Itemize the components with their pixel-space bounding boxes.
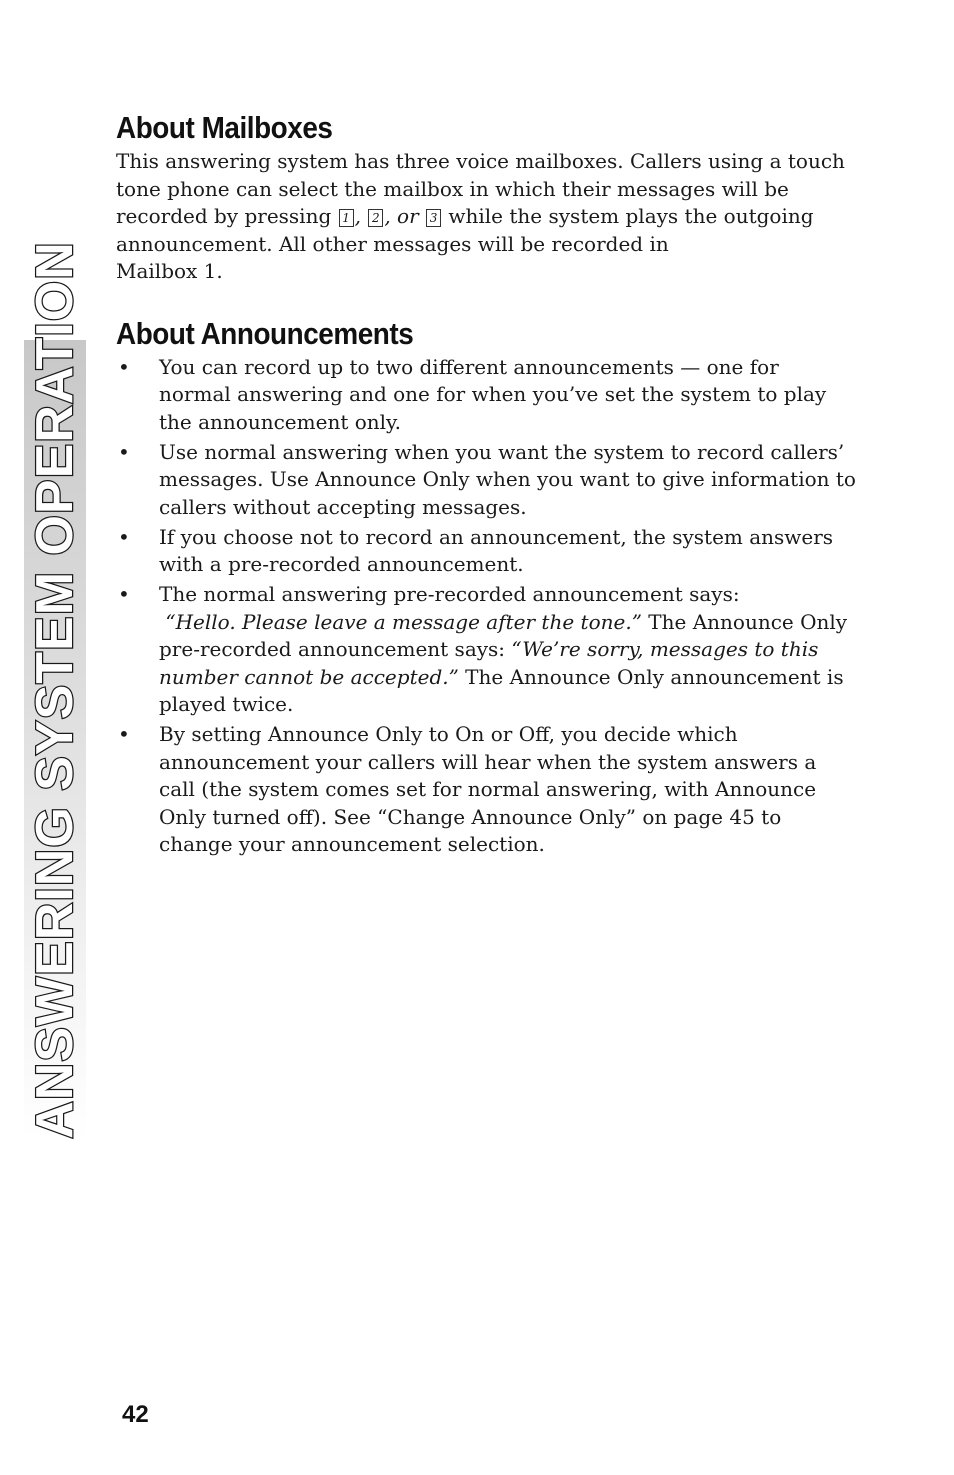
list-item bbox=[116, 581, 856, 719]
quote-text: “We’re sorry, messages to this number cannot be accepted.” bbox=[159, 637, 819, 689]
list-item bbox=[116, 524, 856, 579]
list-item-text: You can record up to two different announcements — one for normal answering and one for when you’ve set the system to play the announcement only. bbox=[159, 354, 827, 434]
mailboxes-text: while the system plays the outgoing announcement. All other messages will be recorded in bbox=[116, 204, 814, 256]
mailboxes-paragraph bbox=[116, 148, 856, 286]
list-item-text: Use normal answering when you want the system to record callers’ messages. Use Announce Only when you want to give information to callers without accepting messages. bbox=[159, 439, 856, 519]
list-item-text: The Announce Only pre-recorded announcement says: bbox=[159, 609, 848, 661]
mailboxes-section bbox=[116, 108, 856, 286]
page-content bbox=[116, 108, 856, 861]
key-separator: , bbox=[354, 204, 368, 228]
list-item bbox=[116, 354, 856, 437]
list-item bbox=[116, 439, 856, 522]
bullet: • bbox=[118, 354, 130, 379]
mailboxes-text: This answering system has three voice mailboxes. Callers using a touch tone phone can select the mailbox in which their messages will be recorded by pressing bbox=[116, 149, 845, 228]
section-side-tab-label: ANSWERING SYSTEM OPERATION bbox=[26, 241, 84, 1139]
key-2-icon: 2 bbox=[368, 209, 383, 227]
key-1-icon: 1 bbox=[339, 209, 354, 227]
key-separator: , or bbox=[384, 204, 426, 228]
announcements-list bbox=[116, 354, 856, 859]
page-number: 42 bbox=[122, 1401, 149, 1428]
quote-text: “Hello. Please leave a message after the tone.” bbox=[165, 609, 642, 634]
announcements-heading: About Announcements bbox=[116, 315, 414, 351]
mailboxes-text: Mailbox 1. bbox=[116, 259, 223, 283]
bullet: • bbox=[118, 582, 130, 606]
bullet: • bbox=[118, 722, 130, 746]
list-item-text: The normal answering pre-recorded announcement says: bbox=[159, 582, 740, 606]
announcements-section bbox=[116, 314, 856, 859]
list-item bbox=[116, 721, 856, 859]
bullet: • bbox=[118, 524, 130, 549]
list-item-text: The Announce Only announcement is played twice. bbox=[159, 664, 844, 716]
list-item-text: If you choose not to record an announcement, the system answers with a pre-recorded announcement. bbox=[159, 524, 834, 576]
key-3-icon: 3 bbox=[426, 209, 441, 227]
mailboxes-heading: About Mailboxes bbox=[116, 110, 333, 145]
bullet: • bbox=[118, 439, 130, 464]
list-item-text: By setting Announce Only to On or Off, you decide which announcement your callers will hear when the system answers a call (the system comes set for normal answering, with Announce Only turned off). See “Change Announce Only” on page 45 to change your announcement selection. bbox=[159, 722, 817, 856]
